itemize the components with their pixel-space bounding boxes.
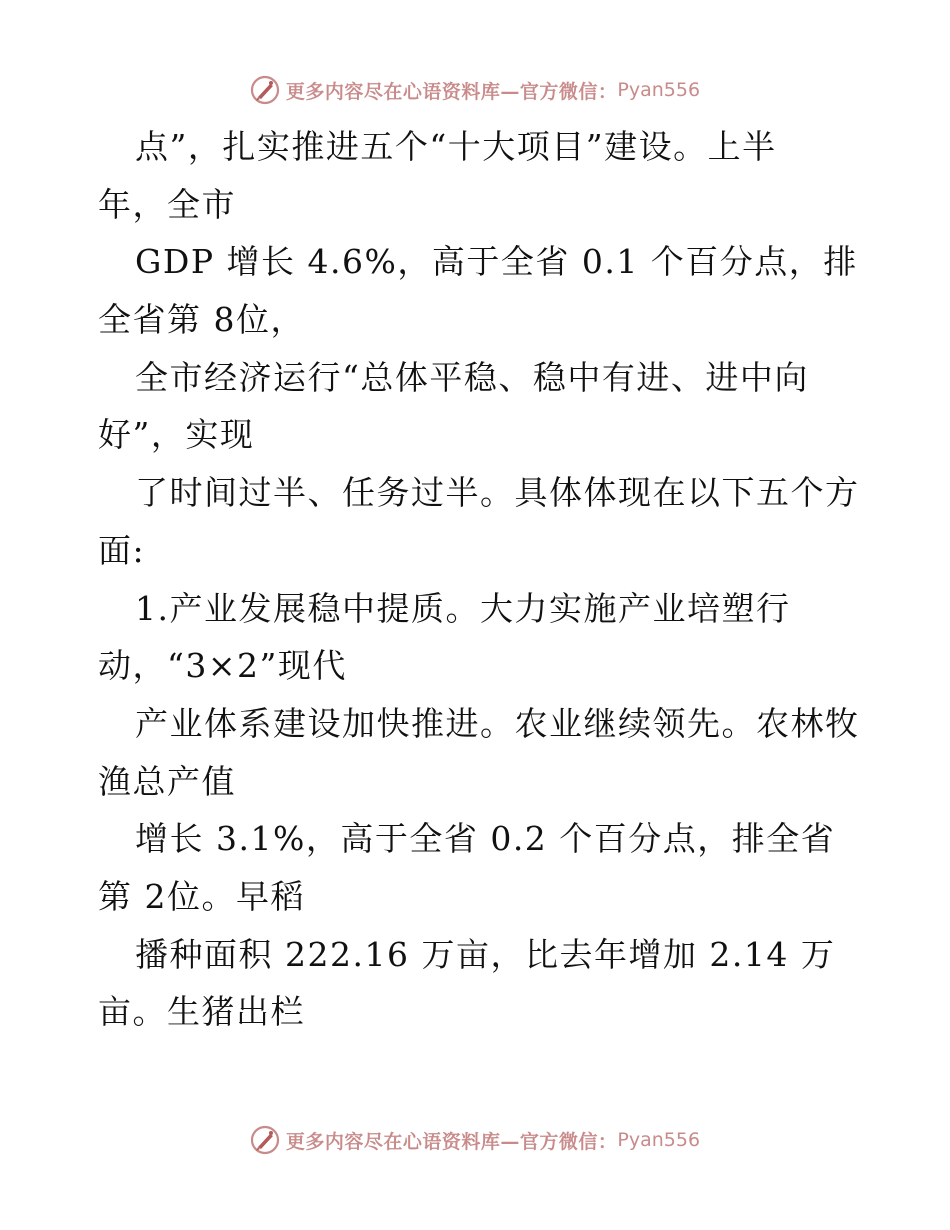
- body-line: 全省第 8位，: [98, 300, 305, 340]
- banner-wechat-id: Pyan556: [617, 79, 701, 101]
- banner-text: 更多内容尽在心语资料库—官方微信：: [285, 1130, 618, 1153]
- body-line: 动，“3×2”现代: [98, 646, 347, 686]
- body-line: GDP 增长 4.6%，高于全省 0.1 个百分点，排: [135, 242, 858, 282]
- body-line: 第 2位。早稻: [98, 876, 305, 916]
- body-line: 播种面积 222.16 万亩，比去年增加 2.14 万: [135, 934, 836, 974]
- body-line: 了时间过半、任务过半。具体体现在以下五个方: [135, 473, 860, 513]
- quill-pen-icon: [250, 1125, 280, 1155]
- body-line: 点”，扎实推进五个“十大项目”建设。上半: [135, 127, 777, 166]
- body-line: 渔总产值: [98, 761, 236, 801]
- body-line: 好”，实现: [98, 415, 255, 455]
- body-line: 亩。生猪出栏: [98, 992, 305, 1032]
- banner-wechat-id: Pyan556: [617, 1129, 701, 1151]
- header-banner: [0, 70, 950, 110]
- body-line: 年，全市: [98, 184, 236, 224]
- body-line: 1.产业发展稳中提质。大力实施产业培塑行: [135, 588, 791, 628]
- quill-pen-icon: [250, 75, 280, 105]
- body-line: 产业体系建设加快推进。农业继续领先。农林牧: [135, 703, 860, 743]
- body-line: 增长 3.1%，高于全省 0.2 个百分点，排全省: [135, 819, 836, 859]
- body-line: 面:: [98, 530, 146, 570]
- body-line: 全市经济运行“总体平稳、稳中有进、进中向: [135, 357, 809, 397]
- footer-banner: [0, 1120, 950, 1160]
- banner-text: 更多内容尽在心语资料库—官方微信：: [285, 80, 618, 103]
- document-body: [98, 118, 858, 1041]
